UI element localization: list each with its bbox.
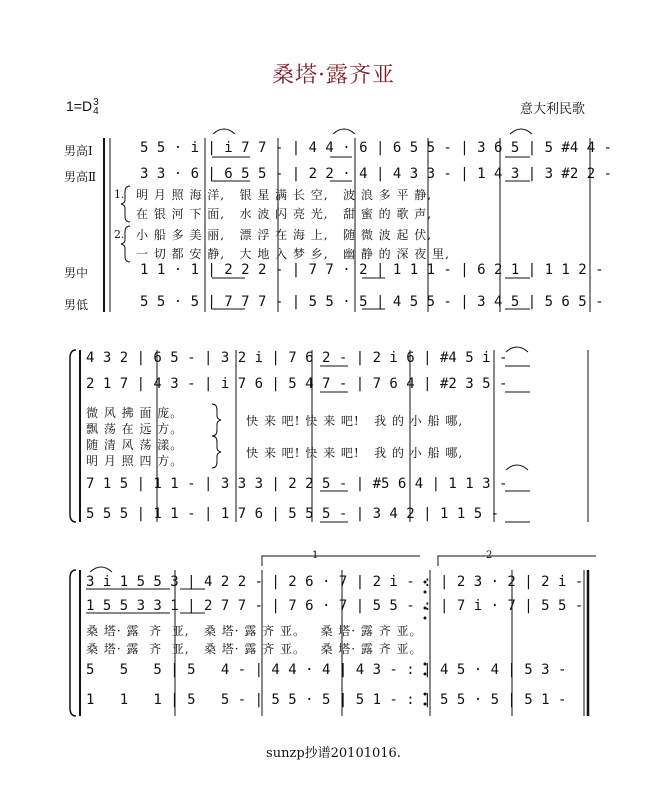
- voice-label-baritone: 男中: [64, 266, 89, 280]
- system3-bass: 1 1 1 | 5 5 - | 5 5 · 5 | 5 1 - : | 5 5 · 5 | 5 1 -: [86, 692, 567, 708]
- stanza-number-1: 1.: [114, 188, 125, 201]
- voice-label-tenor1: 男高Ⅰ: [64, 144, 93, 158]
- system2-tenor1: 4 3 2 | 6 5 - | 3 2 i | 7 6 2 - | 2 i 6 | #4 5 i -: [86, 350, 508, 366]
- system1-tenor2: 3 3 · 6 | 6 5 5 - | 2 2 · 4 | 4 3 3 - | 1 4 3 | 3 #2 2 -: [140, 166, 613, 182]
- system2-verse1-end2: 飘 荡 在 远 方。: [86, 422, 184, 436]
- system1-tenor1: 5 5 · i | i 7 7 - | 4 4 · 6 | 6 5 5 - | 3 6 5 | 5 #4 4 -: [140, 140, 613, 156]
- system3-refrain-line2: 桑 塔· 露 齐 亚, 桑 塔· 露 齐 亚。 桑 塔· 露 齐 亚。: [86, 642, 423, 656]
- volta-1-label: 1: [312, 550, 319, 561]
- system2-chorus-line1: 快 来 吧! 快 来 吧! 我 的 小 船 哪,: [246, 414, 464, 428]
- attribution: 意大利民歌: [520, 102, 586, 117]
- transcriber-footer: sunzp抄谱20101016.: [266, 746, 401, 761]
- system1-verse2-line2: 一 切 都 安 静, 大 地 入 梦 乡, 幽 静 的 深 夜 里,: [136, 247, 450, 261]
- system2-chorus-line2: 快 来 吧! 快 来 吧! 我 的 小 船 哪,: [246, 446, 464, 460]
- system2-verse2-end2: 明 月 照 四 方。: [86, 454, 184, 468]
- system3-tenor2: 1 5 5 3 3 1 | 2 7 7 - | 7 6 · 7 | 5 5 - : | 7 i · 7 | 5 5 -: [86, 598, 584, 614]
- voice-label-tenor2: 男高Ⅱ: [64, 170, 97, 184]
- key-label: 1=D: [66, 98, 93, 114]
- system2-bass: 5 5 5 | 1 1 - | 1 7 6 | 5 5 5 - | 3 4 2 | 1 1 5 -: [86, 506, 500, 522]
- system2-verse2-end1: 随 清 风 荡 漾。: [86, 438, 184, 452]
- time-sig-bottom: 4: [93, 106, 99, 118]
- system2-tenor2: 2 1 7 | 4 3 - | i 7 6 | 5 4 7 - | 7 6 4 | #2 3 5 -: [86, 376, 508, 392]
- time-signature: [93, 98, 99, 116]
- system1-verse2-line1: 小 船 多 美 丽, 漂 浮 在 海 上, 随 微 波 起 伏,: [136, 228, 433, 242]
- system1-bass: 5 5 · 5 | 7 7 7 - | 5 5 · 5 | 4 5 5 - | 3 4 5 | 5 6 5 -: [140, 294, 604, 310]
- system3-baritone: 5 5 5 | 5 4 - | 4 4 · 4 | 4 3 - : | 4 5 · 4 | 5 3 -: [86, 662, 567, 678]
- system1-baritone: 1 1 · 1 | 2 2 2 - | 7 7 · 2 | 1 1 1 - | 6 2 1 | 1 1 2 -: [140, 262, 604, 278]
- stanza-number-2: 2.: [114, 228, 125, 241]
- key-signature: [66, 98, 99, 116]
- system3-tenor1: 3 i 1 5 5 3 | 4 2 2 - | 2 6 · 7 | 2 i - : | 2 3 · 2 | 2 i -: [86, 574, 584, 590]
- system1-verse1-line1: 明 月 照 海 洋, 银 星 满 长 空, 波 浪 多 平 静,: [136, 188, 433, 202]
- system3-refrain-line1: 桑 塔· 露 齐 亚, 桑 塔· 露 齐 亚。 桑 塔· 露 齐 亚。: [86, 624, 423, 638]
- volta-2-label: 2: [486, 550, 493, 561]
- voice-label-bass: 男低: [64, 298, 89, 312]
- system2-baritone: 7 1 5 | 1 1 - | 3 3 3 | 2 2 5 - | #5 6 4 | 1 1 3 -: [86, 476, 508, 492]
- system2-verse1-end1: 微 风 拂 面 庞。: [86, 406, 184, 420]
- system1-verse1-line2: 在 银 河 下 面, 水 波 闪 亮 光, 甜 蜜 的 歌 声,: [136, 207, 433, 221]
- time-sig-top: 3: [93, 97, 99, 109]
- song-title: 桑塔·露齐亚: [272, 63, 395, 88]
